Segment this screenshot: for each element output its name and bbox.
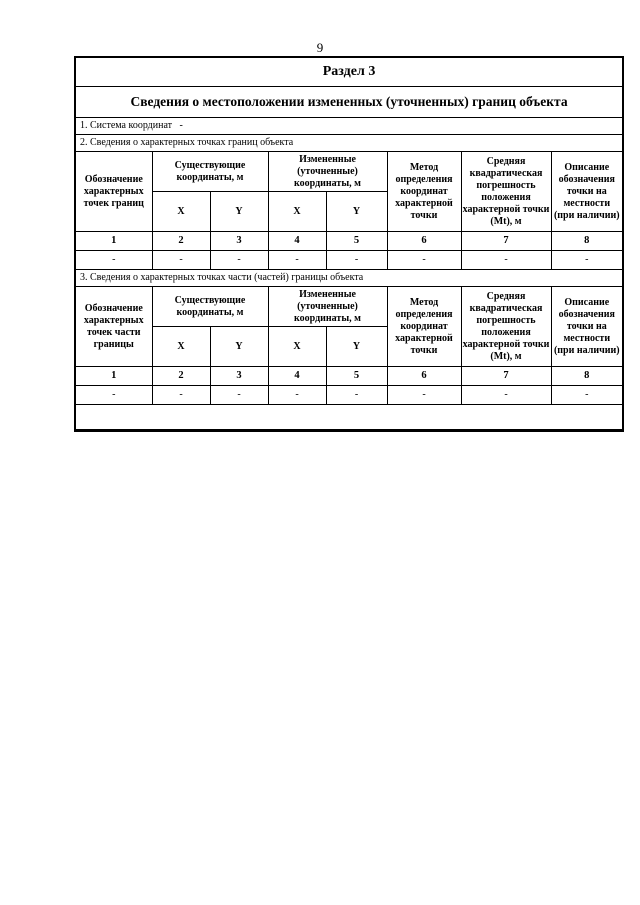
- table-cell: -: [551, 386, 622, 405]
- header-changed-y: Y: [326, 327, 387, 367]
- header-method: Метод определения координат характерной точки: [387, 287, 461, 367]
- section-heading: Сведения о местоположении измененных (уточненных) границ объекта: [76, 87, 622, 118]
- column-number: 6: [387, 232, 461, 251]
- table-cell: -: [152, 251, 210, 270]
- table-row: [76, 251, 622, 270]
- header-method: Метод определения координат характерной точки: [387, 152, 461, 232]
- header-changed-coords: Измененные (уточненные) координаты, м: [268, 287, 387, 327]
- header-changed-coords: Измененные (уточненные) координаты, м: [268, 152, 387, 192]
- column-number: 4: [268, 232, 326, 251]
- column-number: 5: [326, 232, 387, 251]
- column-number: 3: [210, 232, 268, 251]
- header-changed-x: X: [268, 327, 326, 367]
- table-cell: -: [210, 251, 268, 270]
- column-number: 7: [461, 367, 551, 386]
- column-number: 2: [152, 232, 210, 251]
- header-error: Средняя квадратическая погрешность положения характерной точки (Mt), м: [461, 287, 551, 367]
- part-points-block-title: 3. Сведения о характерных точках части (частей) границы объекта: [76, 270, 622, 287]
- column-number: 5: [326, 367, 387, 386]
- header-existing-x: X: [152, 192, 210, 232]
- table-cell: -: [76, 386, 152, 405]
- boundaries-table: [76, 58, 622, 430]
- header-error: Средняя квадратическая погрешность положения характерной точки (Mt), м: [461, 152, 551, 232]
- column-number: 4: [268, 367, 326, 386]
- coordinate-system-row: [76, 118, 622, 135]
- header-description: Описание обозначения точки на местности (при наличии): [551, 287, 622, 367]
- column-number: 6: [387, 367, 461, 386]
- column-number: 8: [551, 367, 622, 386]
- table-cell: -: [210, 386, 268, 405]
- table-cell: -: [268, 251, 326, 270]
- column-number: 3: [210, 367, 268, 386]
- header-changed-y: Y: [326, 192, 387, 232]
- table-cell: -: [387, 386, 461, 405]
- table-cell: -: [326, 386, 387, 405]
- table-cell: -: [387, 251, 461, 270]
- header-existing-y: Y: [210, 327, 268, 367]
- column-number-row: [76, 232, 622, 251]
- section-3-form: [74, 56, 624, 432]
- column-number-row: [76, 367, 622, 386]
- column-number: 2: [152, 367, 210, 386]
- header-existing-y: Y: [210, 192, 268, 232]
- table-cell: -: [152, 386, 210, 405]
- table-cell: -: [268, 386, 326, 405]
- header-description: Описание обозначения точки на местности (при наличии): [551, 152, 622, 232]
- table-row: [76, 386, 622, 405]
- coordinate-system-value: -: [179, 120, 183, 131]
- header-designation: Обозначение характерных точек части границы: [76, 287, 152, 367]
- column-number: 8: [551, 232, 622, 251]
- column-number: 7: [461, 232, 551, 251]
- points-block-title: 2. Сведения о характерных точках границ объекта: [76, 135, 622, 152]
- empty-row: [76, 405, 622, 430]
- table-cell: -: [326, 251, 387, 270]
- page-number: 9: [316, 40, 324, 55]
- table-cell: -: [461, 251, 551, 270]
- column-number: 1: [76, 367, 152, 386]
- table-cell: -: [461, 386, 551, 405]
- column-number: 1: [76, 232, 152, 251]
- header-existing-x: X: [152, 327, 210, 367]
- table-cell: -: [76, 251, 152, 270]
- table-cell: -: [551, 251, 622, 270]
- header-existing-coords: Существующие координаты, м: [152, 152, 268, 192]
- header-existing-coords: Существующие координаты, м: [152, 287, 268, 327]
- header-designation: Обозначение характерных точек границ: [76, 152, 152, 232]
- section-title: Раздел 3: [76, 58, 622, 87]
- coordinate-system-label: 1. Система координат: [80, 120, 173, 131]
- header-changed-x: X: [268, 192, 326, 232]
